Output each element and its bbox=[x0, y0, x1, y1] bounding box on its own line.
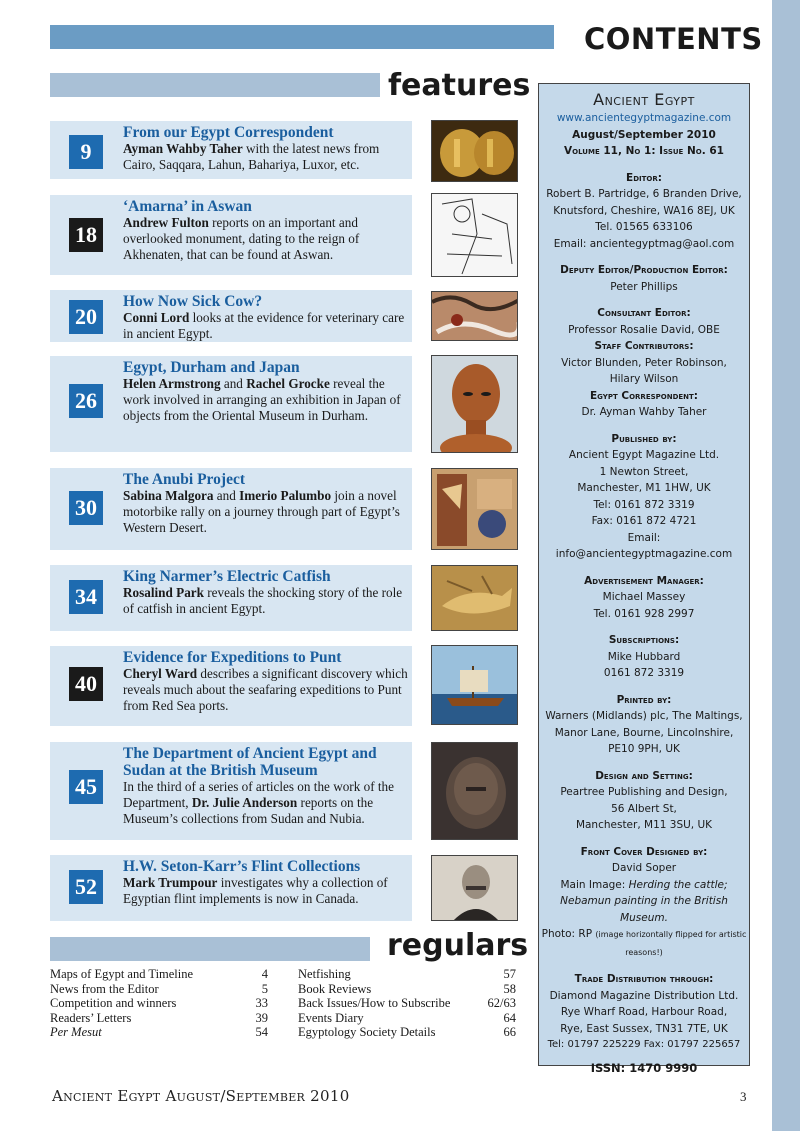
regular-item[interactable] bbox=[298, 996, 516, 1011]
feature-author: Dr. Julie Anderson bbox=[191, 795, 298, 810]
feature-item[interactable] bbox=[50, 121, 412, 179]
feature-text bbox=[123, 198, 411, 263]
regular-page: 39 bbox=[255, 1010, 268, 1025]
regular-page: 57 bbox=[503, 967, 516, 981]
regular-label: Book Reviews bbox=[298, 981, 372, 996]
regular-label: Competition and winners bbox=[50, 996, 177, 1010]
printer-line: PE10 9PH, UK bbox=[608, 743, 680, 755]
feature-text bbox=[123, 124, 411, 173]
thumb-portrait bbox=[431, 855, 518, 921]
feature-title[interactable]: Evidence for Expeditions to Punt bbox=[123, 649, 342, 666]
feature-author: Rosalind Park bbox=[123, 585, 204, 600]
feature-title[interactable]: From our Egypt Correspondent bbox=[123, 124, 334, 141]
feature-author: Ayman Wahby Taher bbox=[123, 141, 243, 156]
header-bar bbox=[50, 25, 554, 49]
feature-author: Mark Trumpour bbox=[123, 875, 218, 890]
thumb-sculpture bbox=[431, 742, 518, 840]
feature-title[interactable]: The Anubi Project bbox=[123, 471, 245, 488]
feature-desc: reveal the work involved in arranging an exhibition in Japan of objects from the Oriental Museum in Durham. bbox=[123, 376, 401, 423]
regular-label: Maps of Egypt and Timeline bbox=[50, 967, 194, 981]
feature-page-number: 34 bbox=[69, 580, 103, 614]
page-number: 3 bbox=[740, 1089, 747, 1104]
staff-heading: Staff Contributors: bbox=[594, 340, 694, 352]
correspondent-name: Dr. Ayman Wahby Taher bbox=[581, 406, 707, 418]
regulars-heading: regulars bbox=[387, 928, 529, 963]
feature-description bbox=[123, 666, 411, 714]
feature-item[interactable] bbox=[50, 195, 412, 275]
feature-title[interactable]: King Narmer’s Electric Catfish bbox=[123, 568, 331, 585]
editor-block bbox=[539, 186, 749, 252]
feature-conj: and bbox=[220, 376, 247, 391]
subscriptions-line: 0161 872 3319 bbox=[603, 667, 685, 679]
feature-item[interactable] bbox=[50, 742, 412, 840]
regulars-right-column bbox=[298, 967, 516, 1040]
consultant-name: Professor Rosalie David, OBE bbox=[568, 323, 720, 336]
feature-author-2: Rachel Grocke bbox=[246, 376, 330, 391]
trade-line: Diamond Magazine Distribution Ltd. bbox=[549, 989, 739, 1002]
staff-line: Hilary Wilson bbox=[609, 373, 679, 385]
trade-heading: Trade Distribution through: bbox=[574, 973, 714, 985]
feature-page-number: 52 bbox=[69, 870, 103, 904]
feature-item[interactable] bbox=[50, 290, 412, 342]
regular-item[interactable] bbox=[50, 967, 268, 982]
thumb-cow-painting bbox=[431, 291, 518, 341]
right-edge-strip bbox=[772, 0, 800, 1131]
feature-description bbox=[123, 488, 411, 536]
thumb-gold-catfish bbox=[431, 565, 518, 631]
issue-volume: Volume 11, No 1: Issue No. 61 bbox=[564, 145, 724, 157]
regular-label: Per Mesut bbox=[50, 1025, 102, 1039]
feature-title[interactable]: How Now Sick Cow? bbox=[123, 293, 263, 310]
deputy-name: Peter Phillips bbox=[610, 280, 678, 293]
feature-desc: with the latest news from Cairo, Saqqara, Lahun, Bahariya, Luxor, etc. bbox=[123, 141, 380, 172]
regular-page: 4 bbox=[261, 967, 268, 981]
feature-page-number: 9 bbox=[69, 135, 103, 169]
advertisement-heading: Advertisement Manager: bbox=[584, 574, 704, 587]
regular-page: 33 bbox=[255, 996, 268, 1010]
feature-text bbox=[123, 745, 411, 827]
design-line: Manchester, M11 3SU, UK bbox=[575, 819, 713, 831]
regular-item[interactable] bbox=[298, 1025, 516, 1040]
regular-item[interactable] bbox=[50, 996, 268, 1011]
feature-text bbox=[123, 858, 411, 907]
editor-line: Robert B. Partridge, 6 Branden Drive, bbox=[546, 188, 742, 200]
features-heading: features bbox=[388, 68, 531, 103]
feature-title[interactable]: H.W. Seton-Karr’s Flint Collections bbox=[123, 858, 361, 875]
feature-page-number: 20 bbox=[69, 300, 103, 334]
footer-magazine: Ancient Egypt August/September 2010 bbox=[52, 1087, 350, 1105]
thumb-line-drawing bbox=[431, 193, 518, 277]
feature-title[interactable]: Egypt, Durham and Japan bbox=[123, 359, 300, 376]
cover-heading: Front Cover Designed by: bbox=[580, 845, 708, 858]
feature-author-2: Imerio Palumbo bbox=[239, 488, 332, 503]
regular-page: 54 bbox=[255, 1025, 268, 1039]
consultant-heading: Consultant Editor: bbox=[597, 307, 691, 319]
feature-description bbox=[123, 376, 411, 424]
regular-label: Netfishing bbox=[298, 967, 351, 981]
issn: ISSN: 1470 9990 bbox=[590, 1060, 698, 1075]
subscriptions-heading: Subscriptions: bbox=[608, 634, 680, 646]
feature-description bbox=[123, 141, 411, 173]
publisher-line: Email: bbox=[627, 531, 661, 544]
magazine-url[interactable]: www.ancientegyptmagazine.com bbox=[556, 112, 732, 124]
publisher-line: Tel: 0161 872 3319 bbox=[593, 498, 695, 511]
trade-line: Rye Wharf Road, Harbour Road, bbox=[560, 1006, 728, 1018]
regular-label: Egyptology Society Details bbox=[298, 1025, 436, 1039]
regular-item[interactable] bbox=[50, 982, 268, 997]
trade-line: Rye, East Sussex, TN31 7TE, UK bbox=[560, 1022, 728, 1035]
feature-desc: investigates why a collection of Egyptian flint implements is now in Canada. bbox=[123, 875, 388, 906]
editor-line: Tel. 01565 633106 bbox=[595, 221, 693, 233]
publisher-heading: Published by: bbox=[611, 432, 677, 445]
thumb-anubis-mural bbox=[431, 468, 518, 550]
masthead-sidebar bbox=[538, 83, 750, 1075]
feature-desc: describes a significant discovery which reveals much about the seafaring expeditions to Punt from Red Sea ports. bbox=[123, 666, 408, 713]
feature-text bbox=[123, 471, 411, 536]
printer-line: Warners (Midlands) plc, The Maltings, bbox=[545, 710, 743, 722]
regular-label: Back Issues/How to Subscribe bbox=[298, 996, 451, 1010]
regular-item[interactable] bbox=[298, 1011, 516, 1026]
feature-author: Cheryl Ward bbox=[123, 666, 198, 681]
feature-description bbox=[123, 215, 411, 263]
photo-note: (image horizontally flipped for artistic reasons!) bbox=[595, 930, 747, 957]
feature-description bbox=[123, 310, 411, 342]
feature-title[interactable]: The Department of Ancient Egypt and Sudan at the British Museum bbox=[123, 745, 377, 779]
feature-desc: reports on the Museum’s collections from Sudan and Nubia. bbox=[123, 795, 374, 826]
publisher-line: Ancient Egypt Magazine Ltd. bbox=[568, 449, 720, 461]
feature-page-number: 30 bbox=[69, 491, 103, 525]
publisher-line: Manchester, M1 1HW, UK bbox=[577, 482, 711, 494]
feature-item[interactable] bbox=[50, 855, 412, 921]
advertisement-line: Tel. 0161 928 2997 bbox=[593, 607, 695, 620]
feature-text bbox=[123, 293, 411, 342]
regulars-bar bbox=[50, 937, 370, 961]
regular-item[interactable] bbox=[50, 1025, 268, 1040]
printer-line: Manor Lane, Bourne, Lincolnshire, bbox=[554, 726, 734, 739]
publisher-line: Fax: 0161 872 4721 bbox=[591, 515, 697, 527]
magazine-title: Ancient Egypt bbox=[593, 90, 695, 109]
regular-page: 66 bbox=[503, 1025, 516, 1039]
editor-heading: Editor: bbox=[626, 171, 662, 184]
design-line: 56 Albert St, bbox=[611, 802, 677, 815]
thumb-painted-head bbox=[431, 355, 518, 453]
feature-page-number: 18 bbox=[69, 218, 103, 252]
cover-main-caption-2: Nebamun painting in the British Museum. bbox=[560, 895, 728, 924]
feature-page-number: 45 bbox=[69, 770, 103, 804]
feature-author: Andrew Fulton bbox=[123, 215, 209, 230]
feature-item[interactable] bbox=[50, 565, 412, 631]
thumb-gold-amulet bbox=[431, 120, 518, 182]
editor-line: Knutsford, Cheshire, WA16 8EJ, UK bbox=[553, 204, 735, 217]
editor-email[interactable]: Email: ancientegyptmag@aol.com bbox=[553, 237, 735, 250]
cover-designer: David Soper bbox=[611, 862, 677, 874]
feature-author: Helen Armstrong bbox=[123, 376, 221, 391]
regular-item[interactable] bbox=[298, 982, 516, 997]
regular-page: 64 bbox=[503, 1010, 516, 1025]
issue-date: August/September 2010 bbox=[572, 128, 716, 141]
subscriptions-line: Mike Hubbard bbox=[607, 650, 681, 663]
photo-credit: Photo: RP bbox=[541, 928, 596, 940]
feature-author: Sabina Malgora bbox=[123, 488, 214, 503]
publisher-line: 1 Newton Street, bbox=[599, 465, 689, 478]
regular-label: Readers’ Letters bbox=[50, 1010, 132, 1025]
regular-page: 62/63 bbox=[487, 996, 516, 1010]
feature-desc: looks at the evidence for veterinary care in ancient Egypt. bbox=[123, 310, 405, 341]
features-bar bbox=[50, 73, 380, 97]
feature-text bbox=[123, 359, 411, 424]
feature-page-number: 26 bbox=[69, 384, 103, 418]
feature-text bbox=[123, 568, 411, 617]
feature-author: Conni Lord bbox=[123, 310, 190, 325]
feature-desc: reveals the shocking story of the role of catfish in ancient Egypt. bbox=[123, 585, 403, 616]
cover-main-image bbox=[539, 877, 749, 894]
feature-desc: reports on an important and overlooked monument, dating to the reign of Akhenaten, that can be found at Aswan. bbox=[123, 215, 360, 262]
feature-item[interactable] bbox=[50, 468, 412, 550]
feature-description bbox=[123, 875, 411, 907]
regular-label: News from the Editor bbox=[50, 981, 159, 996]
feature-description bbox=[123, 779, 411, 827]
feature-item[interactable] bbox=[50, 646, 412, 726]
regular-label: Events Diary bbox=[298, 1010, 364, 1025]
correspondent-heading: Egypt Correspondent: bbox=[589, 389, 699, 402]
trade-line: Tel: 01797 225229 Fax: 01797 225657 bbox=[547, 1039, 741, 1050]
feature-desc: join a novel motorbike rally on a journey through part of Egypt’s Western Desert. bbox=[123, 488, 400, 535]
feature-description bbox=[123, 585, 411, 617]
cover-main-label: Main Image: bbox=[560, 878, 629, 891]
design-heading: Design and Setting: bbox=[595, 769, 693, 782]
feature-page-number: 40 bbox=[69, 667, 103, 701]
regular-item[interactable] bbox=[298, 967, 516, 982]
regular-item[interactable] bbox=[50, 1011, 268, 1026]
cover-photo-credit bbox=[539, 926, 749, 961]
feature-conj: and bbox=[213, 488, 240, 503]
feature-item[interactable] bbox=[50, 356, 412, 452]
thumb-ship bbox=[431, 645, 518, 725]
feature-title[interactable]: ‘Amarna’ in Aswan bbox=[123, 198, 252, 215]
printer-heading: Printed by: bbox=[616, 693, 672, 706]
regular-page: 5 bbox=[261, 981, 268, 996]
publisher-email[interactable]: info@ancientegyptmagazine.com bbox=[555, 548, 733, 560]
regular-page: 58 bbox=[503, 981, 516, 996]
feature-intro: In the third of a series of articles on the work of the Department, bbox=[123, 779, 394, 810]
design-line: Peartree Publishing and Design, bbox=[560, 786, 728, 798]
advertisement-line: Michael Massey bbox=[602, 591, 686, 603]
regulars-left-column bbox=[50, 967, 268, 1040]
contents-title: CONTENTS bbox=[584, 22, 763, 56]
deputy-heading: Deputy Editor/Production Editor: bbox=[560, 264, 728, 276]
feature-text bbox=[123, 649, 411, 714]
cover-main-caption: Herding the cattle; bbox=[628, 878, 728, 891]
staff-line: Victor Blunden, Peter Robinson, bbox=[561, 356, 727, 369]
